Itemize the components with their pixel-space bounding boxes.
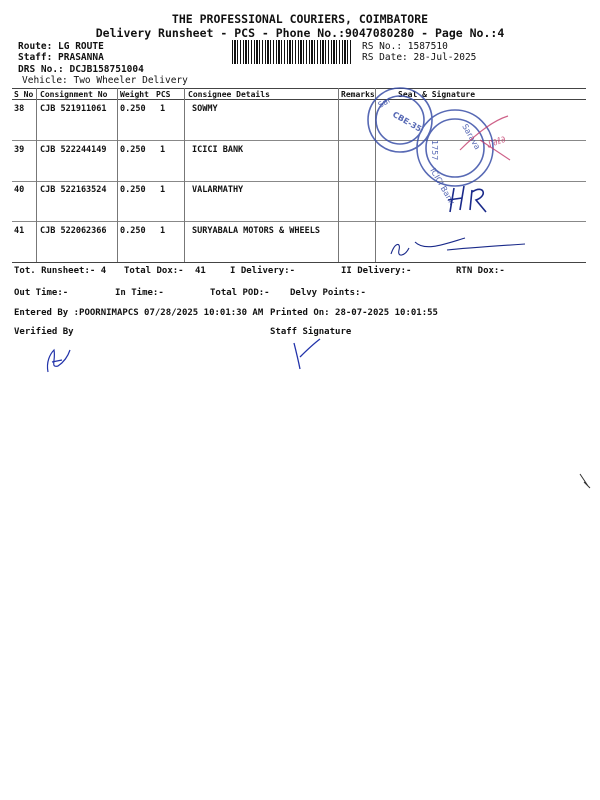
handwritten-receiver-signature [385, 232, 545, 268]
svg-text:ICICI Bank: ICICI Bank [428, 166, 457, 207]
ii-delivery-label: II Delivery:- [341, 266, 412, 276]
row-sno: 38 [14, 104, 25, 114]
delvy-points-label: Delvy Points:- [290, 288, 366, 298]
handwritten-initials [440, 180, 530, 220]
rs-number: RS No.: 1587510 [362, 41, 448, 52]
row-sno: 39 [14, 145, 25, 155]
svg-text:Sarava: Sarava [460, 122, 482, 152]
row-divider [12, 221, 586, 222]
row-consignee: SURYABALA MOTORS & WHEELS [192, 226, 320, 236]
svg-text:CBE-35: CBE-35 [391, 109, 424, 134]
runsheet-subtitle: Delivery Runsheet - PCS - Phone No.:9047080280 - Page No.:4 [95, 26, 505, 40]
table-top-border [12, 88, 586, 89]
out-time-label: Out Time:- [14, 288, 69, 298]
in-time-label: In Time:- [115, 288, 164, 298]
row-consignee: SOWMY [192, 104, 218, 114]
row-consignee: VALARMATHY [192, 185, 244, 195]
row-weight: 0.250 [120, 145, 146, 155]
rtn-dox-label: RTN Dox:- [456, 266, 505, 276]
column-divider [184, 88, 185, 262]
row-consignee: ICICI BANK [192, 145, 244, 155]
row-consignment: CJB 522062366 [40, 226, 107, 236]
header-remarks: Remarks [341, 90, 375, 99]
scan-mark [578, 472, 594, 492]
row-pcs: 1 [160, 226, 166, 236]
row-pcs: 1 [160, 185, 166, 195]
column-divider [36, 88, 37, 262]
column-divider [117, 88, 118, 262]
header-pcs: PCS [156, 90, 171, 99]
row-sno: 40 [14, 185, 25, 195]
header-consignee: Consignee Details [188, 90, 270, 99]
barcode [232, 40, 352, 64]
header-sno: S No [14, 90, 34, 99]
row-weight: 0.250 [120, 226, 146, 236]
staff-label: Staff: PRASANNA [18, 52, 104, 63]
row-consignment: CJB 522163524 [40, 185, 107, 195]
total-dox-label: Total Dox:- [124, 266, 184, 276]
printed-on: Printed On: 28-07-2025 10:01:55 [270, 308, 438, 318]
total-dox-value: 41 [195, 266, 206, 276]
verified-by-label: Verified By [14, 327, 74, 337]
entered-by: Entered By :POORNIMAPCS 07/28/2025 10:01:30 AM [14, 308, 264, 318]
staff-signature-mark [288, 335, 328, 373]
row-weight: 0.250 [120, 185, 146, 195]
total-pod-label: Total POD:- [210, 288, 270, 298]
row-sno: 41 [14, 226, 25, 236]
route-label: Route: LG ROUTE [18, 41, 104, 52]
row-consignment: CJB 521911061 [40, 104, 107, 114]
verifier-signature [40, 342, 80, 378]
header-seal-signature: Seal & Signature [398, 90, 476, 99]
row-pcs: 1 [160, 104, 166, 114]
i-delivery-label: I Delivery:- [230, 266, 296, 276]
header-consignment: Consignment No [40, 90, 108, 99]
rs-date: RS Date: 28-Jul-2025 [362, 52, 477, 63]
row-weight: 0.250 [120, 104, 146, 114]
drs-number: DRS No.: DCJB158751004 [18, 64, 144, 75]
row-pcs: 1 [160, 145, 166, 155]
svg-text:Sar: Sar [376, 95, 393, 110]
company-title: THE PROFESSIONAL COURIERS, COIMBATORE [171, 12, 429, 26]
column-divider [338, 88, 339, 262]
staff-signature-label: Staff Signature [270, 327, 352, 337]
svg-text:1757: 1757 [430, 140, 439, 161]
svg-text:ᔑ∂ℓ∂: ᔑ∂ℓ∂ [485, 134, 508, 151]
vehicle-label: Vehicle: Two Wheeler Delivery [22, 75, 188, 86]
row-consignment: CJB 522244149 [40, 145, 107, 155]
total-runsheet: Tot. Runsheet:- 4 [14, 266, 107, 276]
header-weight: Weight [120, 90, 149, 99]
